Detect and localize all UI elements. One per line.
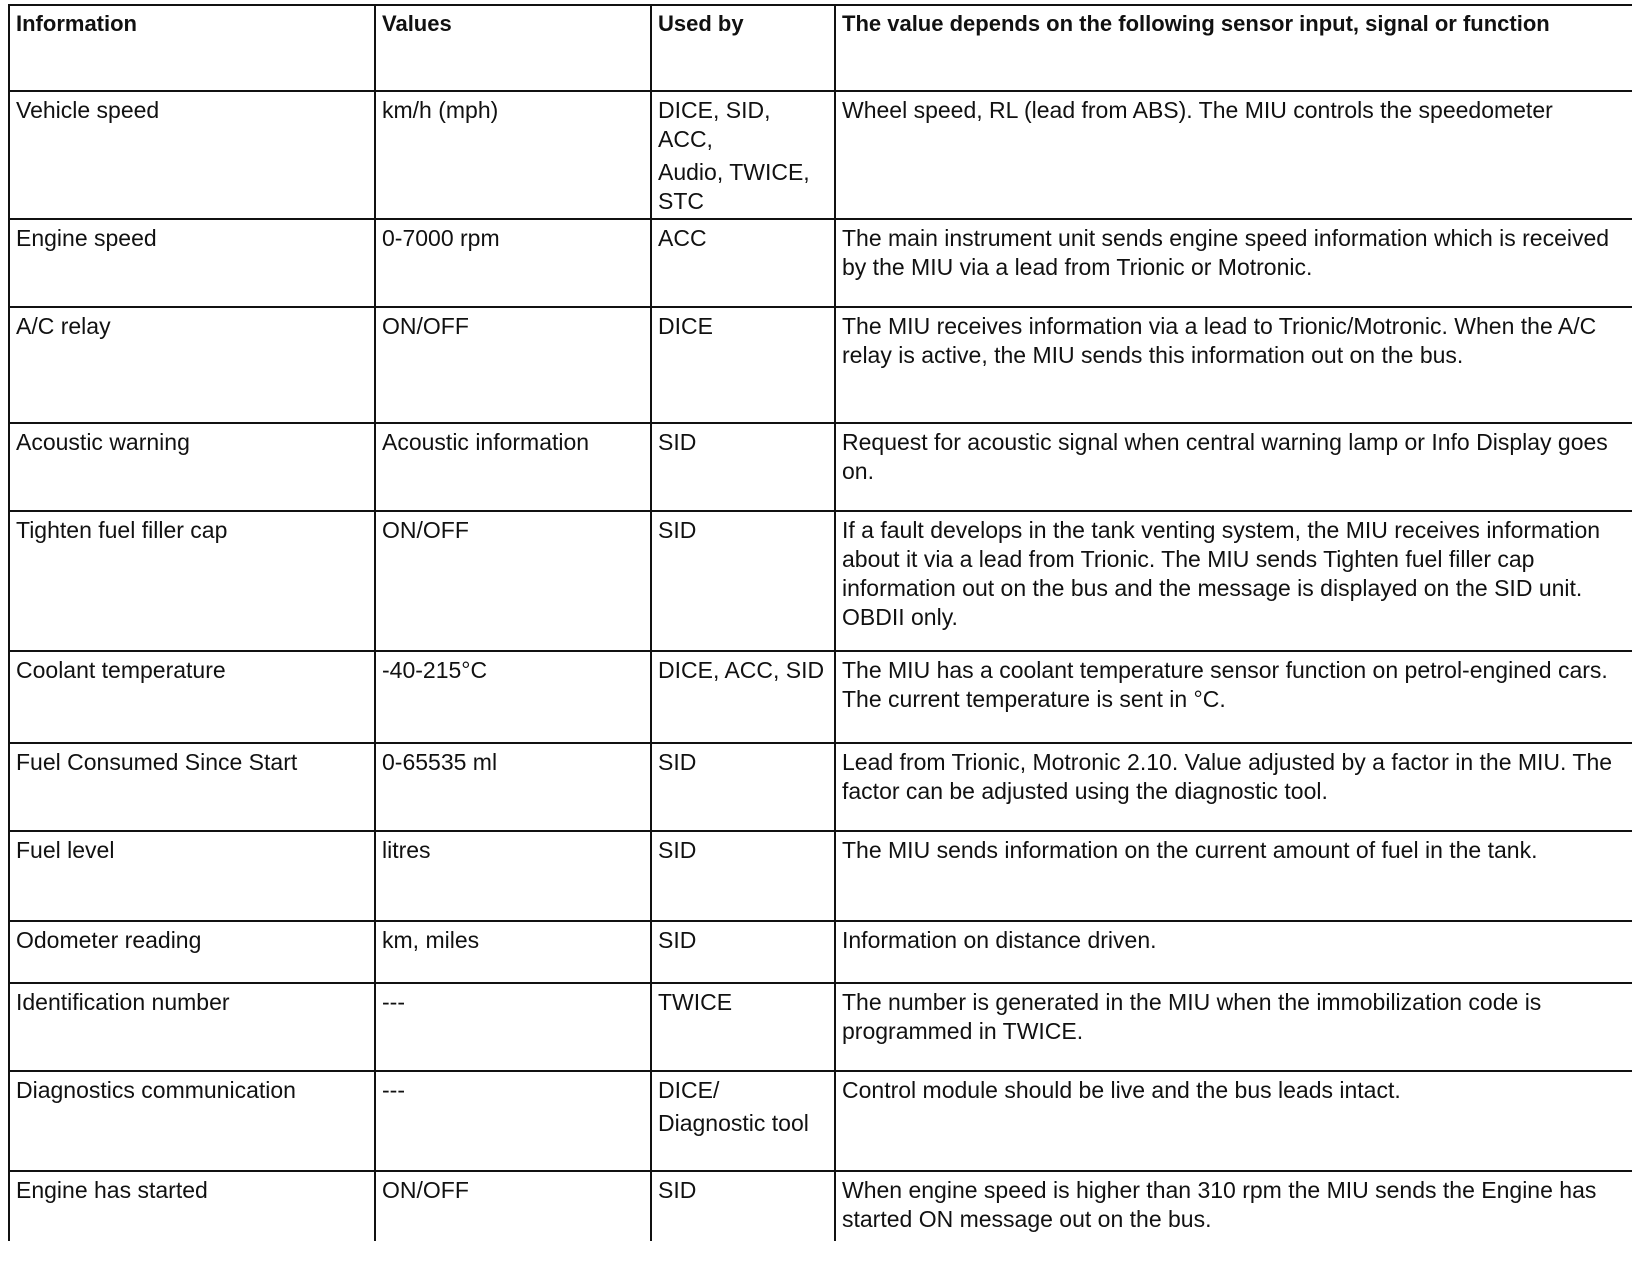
table-row [9, 921, 1632, 983]
header-information: Information [9, 5, 375, 91]
cell-values: --- [375, 983, 651, 1071]
cell-information: Identification number [9, 983, 375, 1071]
cell-values: -40-215°C [375, 651, 651, 743]
cell-description: The MIU receives information via a lead to Trionic/Motronic. When the A/C relay is active, the MIU sends this information out on the bus. [835, 307, 1632, 423]
cell-values: ON/OFF [375, 511, 651, 651]
cell-description: Wheel speed, RL (lead from ABS). The MIU controls the speedometer [835, 91, 1632, 219]
table-header-row [9, 5, 1632, 91]
cell-used-by [651, 651, 835, 743]
table-row [9, 1171, 1632, 1241]
cell-information: Coolant temperature [9, 651, 375, 743]
cell-information: A/C relay [9, 307, 375, 423]
table-row [9, 219, 1632, 307]
used-by-line: SID [658, 927, 697, 953]
cell-used-by [651, 1171, 835, 1241]
used-by-line: SID [658, 517, 697, 543]
cell-used-by [651, 511, 835, 651]
cell-description: The MIU sends information on the current amount of fuel in the tank. [835, 831, 1632, 921]
used-by-line: DICE, SID, ACC, [658, 97, 771, 152]
cell-values: litres [375, 831, 651, 921]
table-row [9, 423, 1632, 511]
table-row [9, 511, 1632, 651]
cell-values: ON/OFF [375, 307, 651, 423]
table-row [9, 743, 1632, 831]
document-page [8, 4, 1632, 1268]
cell-description: The number is generated in the MIU when the immobilization code is programmed in TWICE. [835, 983, 1632, 1071]
cell-information: Engine speed [9, 219, 375, 307]
used-by-line: TWICE [658, 989, 733, 1015]
cell-used-by [651, 219, 835, 307]
used-by-line: SID [658, 429, 697, 455]
cell-information: Fuel Consumed Since Start [9, 743, 375, 831]
cell-values: Acoustic information [375, 423, 651, 511]
cell-description: If a fault develops in the tank venting system, the MIU receives information about it via a lead from Trionic. The MIU sends Tighten fuel filler cap information out on the bus and the message is displayed on the SID unit. OBDII only. [835, 511, 1632, 651]
used-by-line: DICE/ [658, 1077, 720, 1103]
cell-values: 0-7000 rpm [375, 219, 651, 307]
table-row [9, 307, 1632, 423]
cell-information: Engine has started [9, 1171, 375, 1241]
used-by-line: Audio, TWICE, STC [658, 159, 810, 214]
cell-values: ON/OFF [375, 1171, 651, 1241]
cell-used-by [651, 831, 835, 921]
cell-used-by [651, 423, 835, 511]
cell-description: Request for acoustic signal when central warning lamp or Info Display goes on. [835, 423, 1632, 511]
header-values: Values [375, 5, 651, 91]
table-row [9, 983, 1632, 1071]
cell-description: Information on distance driven. [835, 921, 1632, 983]
cell-description: Lead from Trionic, Motronic 2.10. Value adjusted by a factor in the MIU. The factor can be adjusted using the diagnostic tool. [835, 743, 1632, 831]
cell-description: The MIU has a coolant temperature sensor function on petrol-engined cars. The current temperature is sent in °C. [835, 651, 1632, 743]
used-by-line: DICE, ACC, SID [658, 657, 825, 683]
cell-information: Odometer reading [9, 921, 375, 983]
used-by-line: SID [658, 1177, 697, 1203]
cell-description: Control module should be live and the bus leads intact. [835, 1071, 1632, 1171]
cell-information: Fuel level [9, 831, 375, 921]
used-by-line: SID [658, 837, 697, 863]
cell-used-by [651, 91, 835, 219]
cell-used-by [651, 983, 835, 1071]
used-by-line: ACC [658, 225, 707, 251]
cell-description: The main instrument unit sends engine speed information which is received by the MIU via a lead from Trionic or Motronic. [835, 219, 1632, 307]
table-row [9, 1071, 1632, 1171]
cell-used-by [651, 921, 835, 983]
table-row [9, 91, 1632, 219]
header-used-by: Used by [651, 5, 835, 91]
cell-description: When engine speed is higher than 310 rpm the MIU sends the Engine has started ON message out on the bus. [835, 1171, 1632, 1241]
cell-values: --- [375, 1071, 651, 1171]
table-row [9, 831, 1632, 921]
cell-used-by [651, 307, 835, 423]
cell-information: Diagnostics communication [9, 1071, 375, 1171]
used-by-line: DICE [658, 313, 713, 339]
cell-information: Acoustic warning [9, 423, 375, 511]
cell-values: 0-65535 ml [375, 743, 651, 831]
used-by-line: SID [658, 749, 697, 775]
cell-values: km/h (mph) [375, 91, 651, 219]
header-dependency: The value depends on the following sensor input, signal or function [835, 5, 1632, 91]
used-by-line: Diagnostic tool [658, 1110, 809, 1136]
cell-used-by [651, 743, 835, 831]
cell-used-by [651, 1071, 835, 1171]
cell-information: Tighten fuel filler cap [9, 511, 375, 651]
table-row [9, 651, 1632, 743]
cell-values: km, miles [375, 921, 651, 983]
signal-info-table [8, 4, 1632, 1241]
cell-information: Vehicle speed [9, 91, 375, 219]
